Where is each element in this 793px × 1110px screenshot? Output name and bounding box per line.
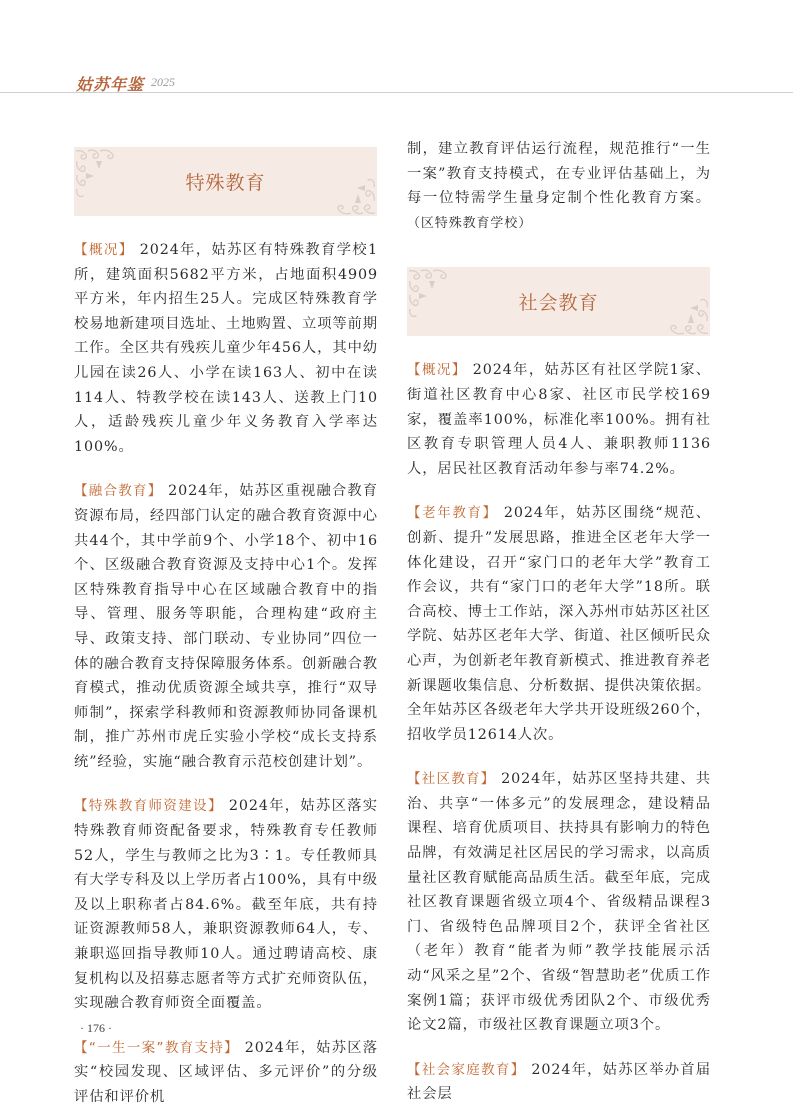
paragraph-text: 2024年，姑苏区落实特殊教育师资配备要求，特殊教育专任教师52人，学生与教师之比为3∶1。专任教师具有大学专科及以上学历者占100%，具有中级及以上职称者占84.6%。截至年底，共有持证资源教师58人，兼职资源教师64人，专、兼职巡回指导教师10人。通过聘请高校、康复机构以及招募志愿者等方式扩充师资队伍，实现融合教育师资全面覆盖。 xyxy=(74,798,378,1012)
paragraph-tag: 【老年教育】 xyxy=(407,505,498,522)
paragraph-continued xyxy=(407,137,711,236)
paragraph-text: 2024年，姑苏区重视融合教育资源布局，经四部门认定的融合教育资源中心共44个，其中学前9个、小学18个、初中16个、区级融合教育资源及支持中心1个。发挥区特殊教育指导中心在区域融合教育中的指导、管理、服务等职能，合理构建“政府主导、政策支持、部门联动、专业协同”四位一体的融合教育支持保障服务体系。创新融合教育模式，推动优质资源全域共享，推行“双导师制”，探索学科教师和资源教师协同备课机制，推广苏州市虎丘实验小学校“成长支持系统”经验，实施“融合教育示范校创建计划”。 xyxy=(74,483,379,770)
paragraph-tag: 【社会家庭教育】 xyxy=(407,1061,526,1078)
paragraph-text: 制，建立教育评估运行流程，规范推行“一生一案”教育支持模式，在专业评估基础上，为每一位特需学生量身定制个性化教育方案。 xyxy=(407,141,711,207)
paragraph-community-education xyxy=(407,767,711,1038)
paragraph-text: 2024年，姑苏区有特殊教育学校1所，建筑面积5682平方米，占地面积4909平方米，年内招生25人。完成区特殊教育学校易地新建项目选址、土地购置、立项等前期工作。全区共有残疾儿童少年456人，其中幼儿园在读26人、小学在读163人、初中在读114人、特教学校在读143人、送教上门10人，适龄残疾儿童少年义务教育入学率达100%。 xyxy=(74,242,379,455)
right-column xyxy=(407,137,711,1107)
paragraph-text: 2024年，姑苏区围绕“规范、创新、提升”发展思路，推进全区老年大学一体化建设，召开“家门口的老年大学”教育工作会议，共有“家门口的老年大学”18所。联合高校、博士工作站，深入苏州市姑苏区社区学院、姑苏区老年大学、街道、社区倾听民众心声，为创新老年教育新模式、推进教育养老新课题收集信息、分析数据、提供决策依据。全年姑苏区各级老年大学共开设班级260个，招收学员12614人次。 xyxy=(407,505,711,743)
paragraph-tag: 【概况】 xyxy=(74,242,134,258)
left-column xyxy=(74,147,378,1110)
section-banner-social-education xyxy=(407,267,710,336)
paragraph-teacher-staffing xyxy=(74,794,378,1015)
paragraph-text: 2024年，姑苏区坚持共建、共治、共享“一体多元”的发展理念，建设精品课程、培育优质项目、扶持具有影响力的特色品牌，有效满足社区居民的学习需求，以高质量社区教育赋能高品质生活。截至年底，完成社区教育课题省级立项4个、省级精品课程3门、省级特色品牌项目2个，获评全省社区（老年）教育“能者为师”教学技能展示活动“风采之星”2个、省级“智慧助老”优质工作案例1篇；获评市级优秀团队2个、市级优秀论文2篇，市级社区教育课题立项3个。 xyxy=(407,771,712,1034)
paragraph-senior-education xyxy=(407,501,711,747)
paragraph-tag: 【特殊教育师资建设】 xyxy=(74,798,223,815)
page-number: · 176 · xyxy=(80,1021,112,1035)
yearbook-logo: 姑苏年鉴 xyxy=(76,75,145,94)
paragraph-overview xyxy=(74,238,378,459)
yearbook-year: 2025 xyxy=(151,75,175,89)
paragraph-inclusive-education xyxy=(74,479,378,774)
paragraph-tag: 【社区教育】 xyxy=(407,771,496,788)
source-note: （区特殊教育学校） xyxy=(407,215,533,231)
paragraph-text: 2024年，姑苏区落实“校园发现、区域评估、多元评价”的分级评估和评价机 xyxy=(74,1039,378,1105)
paragraph-text: 2024年，姑苏区有社区学院1家、街道社区教育中心8家、社区市民学校169家，覆盖率100%，标准化率100%。拥有社区教育专职管理人员4人、兼职教师1136人，居民社区教育活动年参与率74.2%。 xyxy=(407,362,712,477)
section-banner-special-education xyxy=(74,147,377,216)
paragraph-family-education xyxy=(407,1058,711,1107)
paragraph-text: 2024年，姑苏区举办首届社会层 xyxy=(407,1061,712,1103)
paragraph-overview xyxy=(407,358,711,481)
paragraph-individual-plan xyxy=(74,1036,378,1110)
paragraph-tag: 【概况】 xyxy=(407,362,467,379)
section-title: 社会教育 xyxy=(518,292,599,315)
section-title: 特殊教育 xyxy=(185,172,266,194)
paragraph-tag: 【“一生一案”教育支持】 xyxy=(74,1039,240,1056)
paragraph-tag: 【融合教育】 xyxy=(74,483,163,500)
running-header xyxy=(0,0,793,93)
